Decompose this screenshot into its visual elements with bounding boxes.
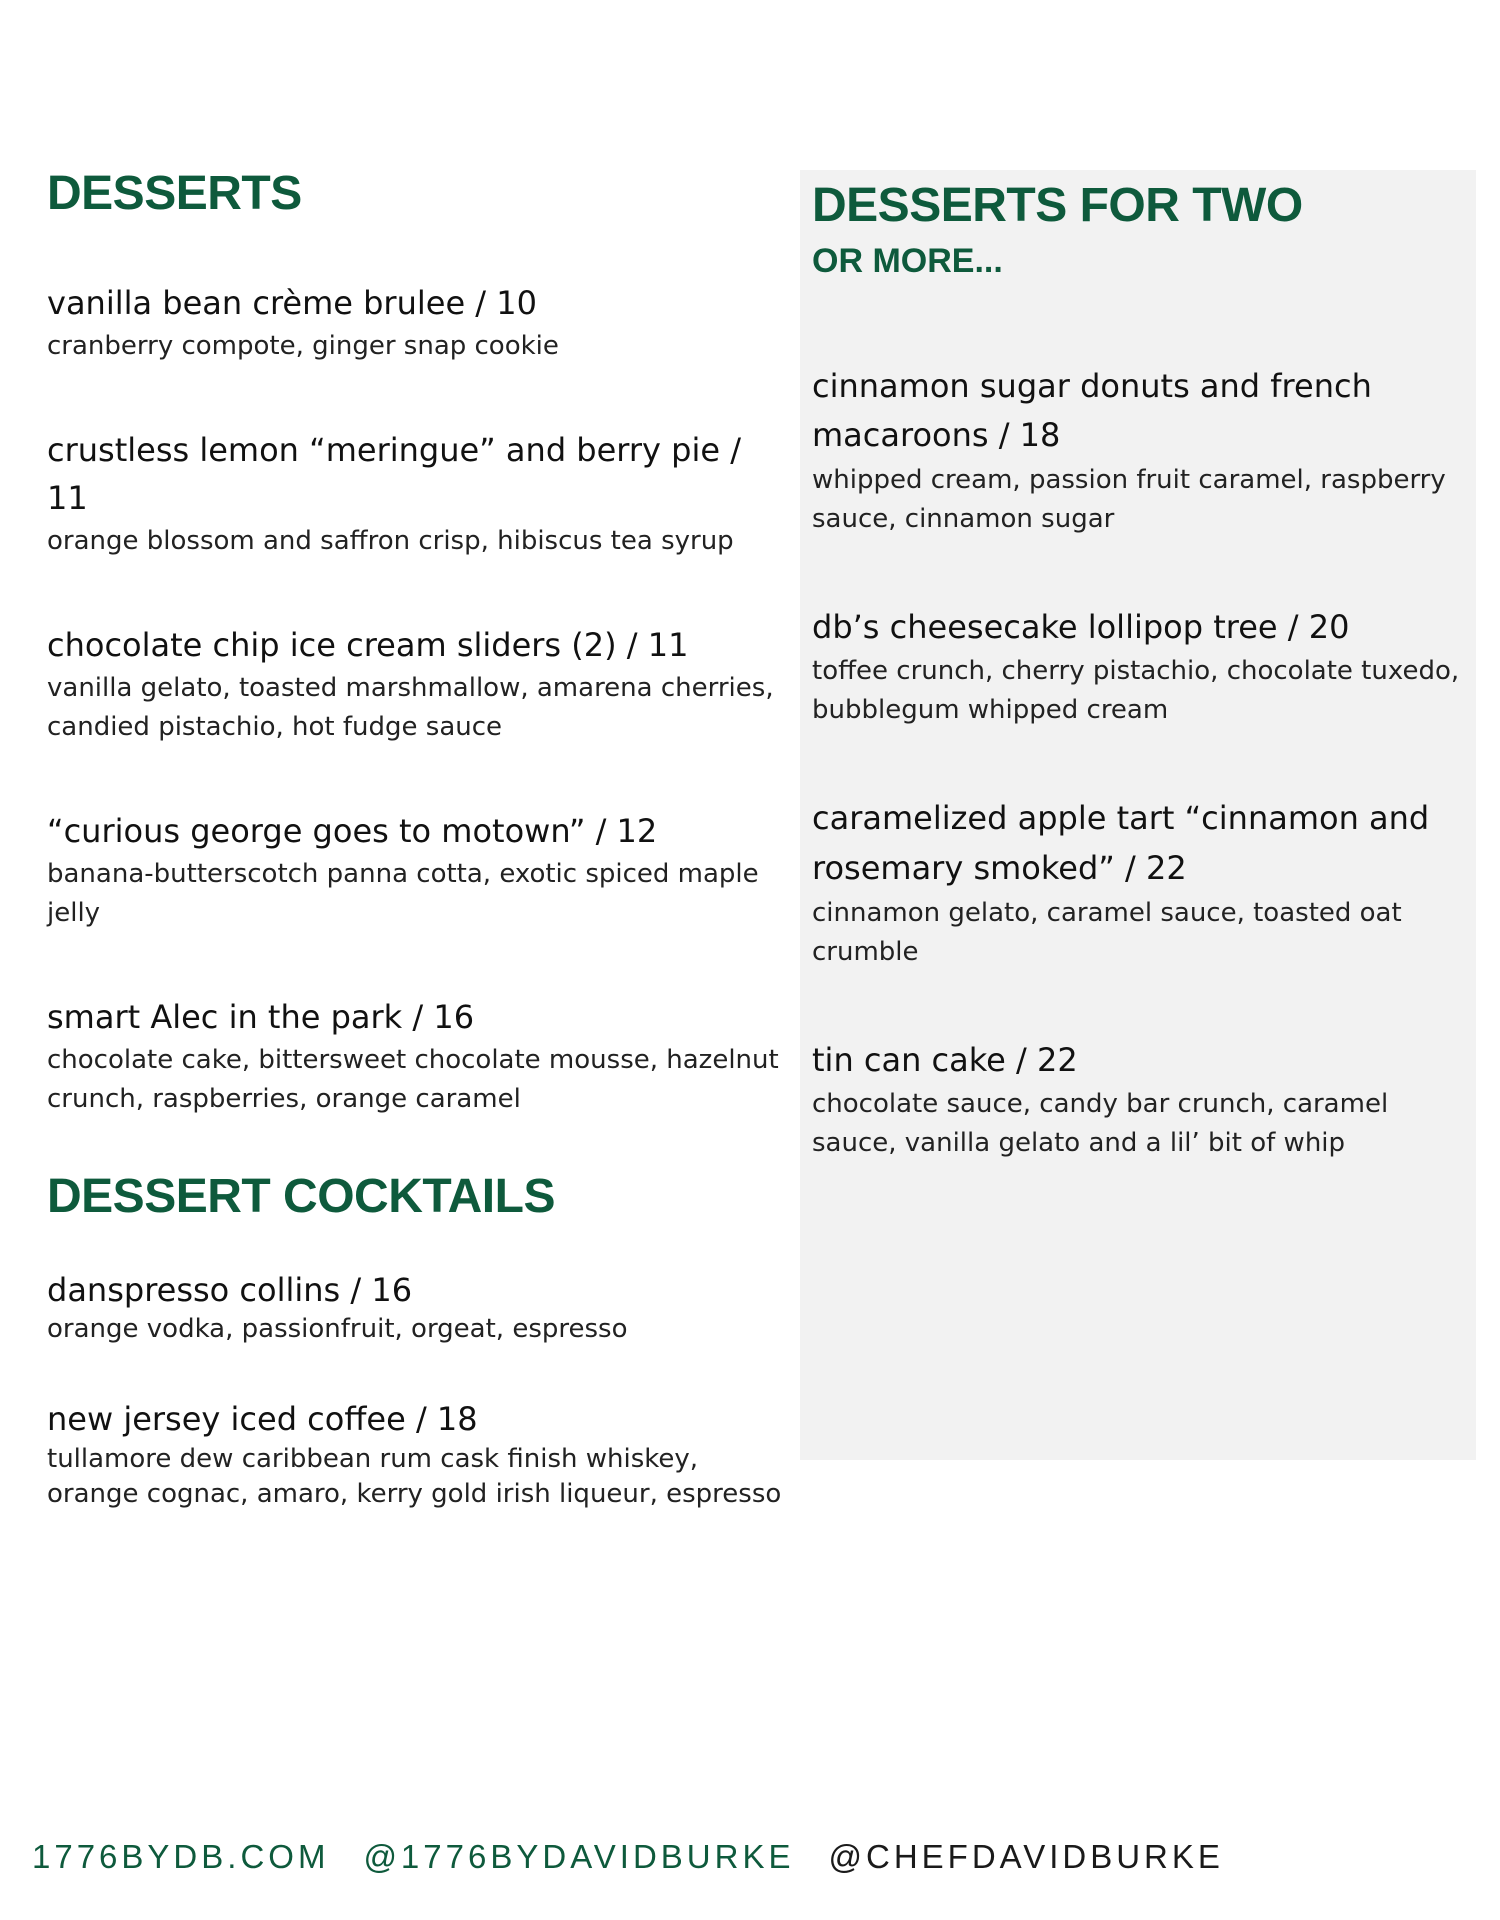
menu-item-description: cranberry compote, ginger snap cookie bbox=[47, 330, 559, 361]
menu-item bbox=[47, 426, 787, 561]
desserts-for-two-subheading: OR MORE... bbox=[812, 241, 1003, 280]
cocktail-item bbox=[47, 1268, 787, 1348]
menu-item-description: whipped cream, passion fruit caramel, raspberry sauce, cinnamon sugar bbox=[812, 464, 1446, 534]
website-link[interactable]: 1776BYDB.COM bbox=[32, 1838, 330, 1875]
cocktail-name: danspresso collins / 16 bbox=[47, 1270, 413, 1309]
cocktail-item bbox=[47, 1397, 787, 1512]
menu-item-description: cinnamon gelato, caramel sauce, toasted oat crumble bbox=[812, 897, 1402, 967]
menu-item-name: vanilla bean crème brulee / 10 bbox=[47, 283, 537, 322]
desserts-heading: DESSERTS bbox=[47, 167, 302, 220]
social-handle-chef[interactable]: @CHEFDAVIDBURKE bbox=[828, 1838, 1224, 1875]
footer bbox=[32, 1838, 1472, 1876]
menu-item-name: chocolate chip ice cream sliders (2) / 11 bbox=[47, 625, 689, 664]
menu-item bbox=[47, 807, 787, 933]
cocktail-name: new jersey iced coffee / 18 bbox=[47, 1400, 478, 1439]
desserts-for-two-panel bbox=[800, 170, 1476, 1460]
menu-item-description: chocolate sauce, candy bar crunch, caramel sauce, vanilla gelato and a lil’ bit of whip bbox=[812, 1089, 1389, 1159]
menu-item bbox=[812, 1036, 1464, 1164]
menu-item-name: cinnamon sugar donuts and french macaroons / 18 bbox=[812, 366, 1372, 455]
menu-item bbox=[812, 362, 1464, 539]
social-handle-restaurant[interactable]: @1776BYDAVIDBURKE bbox=[363, 1838, 795, 1875]
menu-item bbox=[47, 993, 787, 1119]
left-column bbox=[47, 168, 787, 1562]
menu-item-name: “curious george goes to motown” / 12 bbox=[47, 811, 658, 850]
dessert-cocktails-heading: DESSERT COCKTAILS bbox=[47, 1169, 555, 1223]
menu-item-name: tin can cake / 22 bbox=[812, 1040, 1078, 1079]
cocktail-description: orange vodka, passionfruit, orgeat, espresso bbox=[47, 1314, 628, 1345]
menu-item-description: orange blossom and saffron crisp, hibiscus tea syrup bbox=[47, 525, 734, 556]
menu-item-name: smart Alec in the park / 16 bbox=[47, 997, 475, 1036]
menu-item-name: caramelized apple tart “cinnamon and rosemary smoked” / 22 bbox=[812, 799, 1430, 887]
menu-item bbox=[47, 279, 787, 366]
menu-item bbox=[812, 794, 1464, 971]
menu-item-name: crustless lemon “meringue” and berry pie / 11 bbox=[47, 430, 741, 517]
menu-item-description: toffee crunch, cherry pistachio, chocolate tuxedo, bubblegum whipped cream bbox=[812, 656, 1460, 726]
menu-item-description: chocolate cake, bittersweet chocolate mousse, hazelnut crunch, raspberries, orange caramel bbox=[47, 1044, 779, 1114]
menu-item-description: banana-butterscotch panna cotta, exotic spiced maple jelly bbox=[47, 858, 759, 928]
menu-item bbox=[47, 621, 787, 747]
cocktail-description: tullamore dew caribbean rum cask finish whiskey, orange cognac, amaro, kerry gold irish liqueur, espresso bbox=[47, 1444, 782, 1510]
desserts-for-two-heading: DESSERTS FOR TWO bbox=[812, 179, 1303, 232]
menu-item-description: vanilla gelato, toasted marshmallow, amarena cherries, candied pistachio, hot fudge sauce bbox=[47, 672, 774, 742]
menu-item bbox=[812, 603, 1464, 731]
menu-item-name: db’s cheesecake lollipop tree / 20 bbox=[812, 607, 1350, 646]
